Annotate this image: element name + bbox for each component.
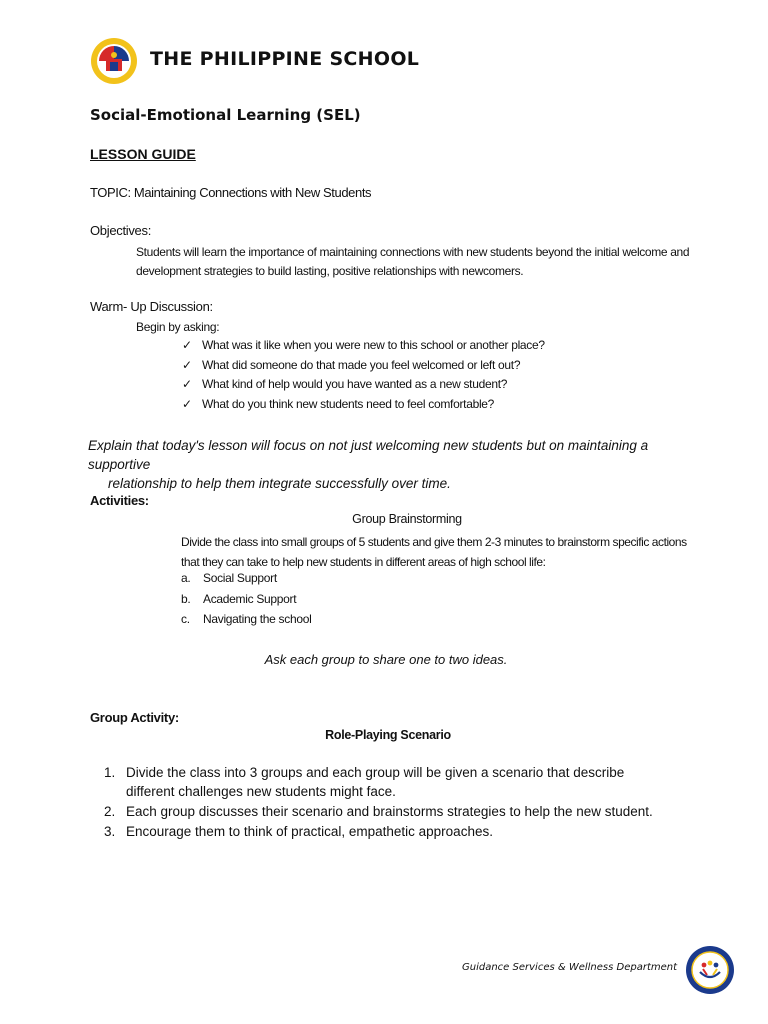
explain-line-1: Explain that today's lesson will focus on not just welcoming new students but on maintaining a supportive [88,438,649,472]
group-brainstorming-text: Divide the class into small groups of 5 students and give them 2-3 minutes to brainstorm specific actions that they can take to help new students in different areas of high school life: [181,535,687,569]
explain-line-2: relationship to help them integrate successfully over time. [108,476,451,491]
department-seal [685,945,735,995]
list-item: 2. Each group discusses their scenario and brainstorms strategies to help the new student. [104,803,653,819]
list-item: ✓ What was it like when you were new to this school or another place? [182,338,545,352]
list-item: ✓ What did someone do that made you feel welcomed or left out? [182,357,521,372]
activities-heading: Activities: [90,493,149,508]
list-item: b. Academic Support [181,591,297,606]
school-logo [90,37,138,85]
list-item: c. Navigating the school [181,612,312,627]
checkmark-icon: ✓ [182,357,192,372]
document-title: Social-Emotional Learning (SEL) [90,106,361,124]
group-activity-heading: Group Activity: [90,710,179,725]
lesson-guide-heading: LESSON GUIDE [90,146,196,162]
ask-share-instruction: Ask each group to share one to two ideas. [264,652,508,667]
role-playing-title: Role-Playing Scenario [325,728,451,742]
warmup-intro: Begin by asking: [136,320,220,334]
group-brainstorming-title: Group Brainstorming [352,512,462,526]
list-item: 3. Encourage them to think of practical, empathetic approaches. [104,823,493,839]
list-item: ✓ What kind of help would you have wanted as a new student? [182,377,508,391]
explain-paragraph [88,436,703,493]
school-name: THE PHILIPPINE SCHOOL [150,48,420,70]
list-item: 1. Divide the class into 3 groups and each group will be given a scenario that describe different challenges new students might face. [104,765,625,799]
list-item: ✓ What do you think new students need to feel comfortable? [182,396,495,411]
objectives-heading: Objectives: [90,223,152,238]
warmup-question-list [182,338,545,416]
topic-line: TOPIC: Maintaining Connections with New Students [90,185,372,200]
checkmark-icon: ✓ [182,377,192,391]
warmup-heading: Warm- Up Discussion: [90,299,213,314]
checkmark-icon: ✓ [182,338,192,352]
footer-department: Guidance Services & Wellness Department [462,962,678,973]
checkmark-icon: ✓ [182,396,192,411]
list-item: a. Social Support [181,571,277,585]
role-play-steps [104,764,664,843]
support-area-list [181,571,311,633]
objectives-text: Students will learn the importance of maintaining connections with new students beyond the initial welcome and development strategies to build lasting, positive relationships with newcomers. [136,245,690,278]
